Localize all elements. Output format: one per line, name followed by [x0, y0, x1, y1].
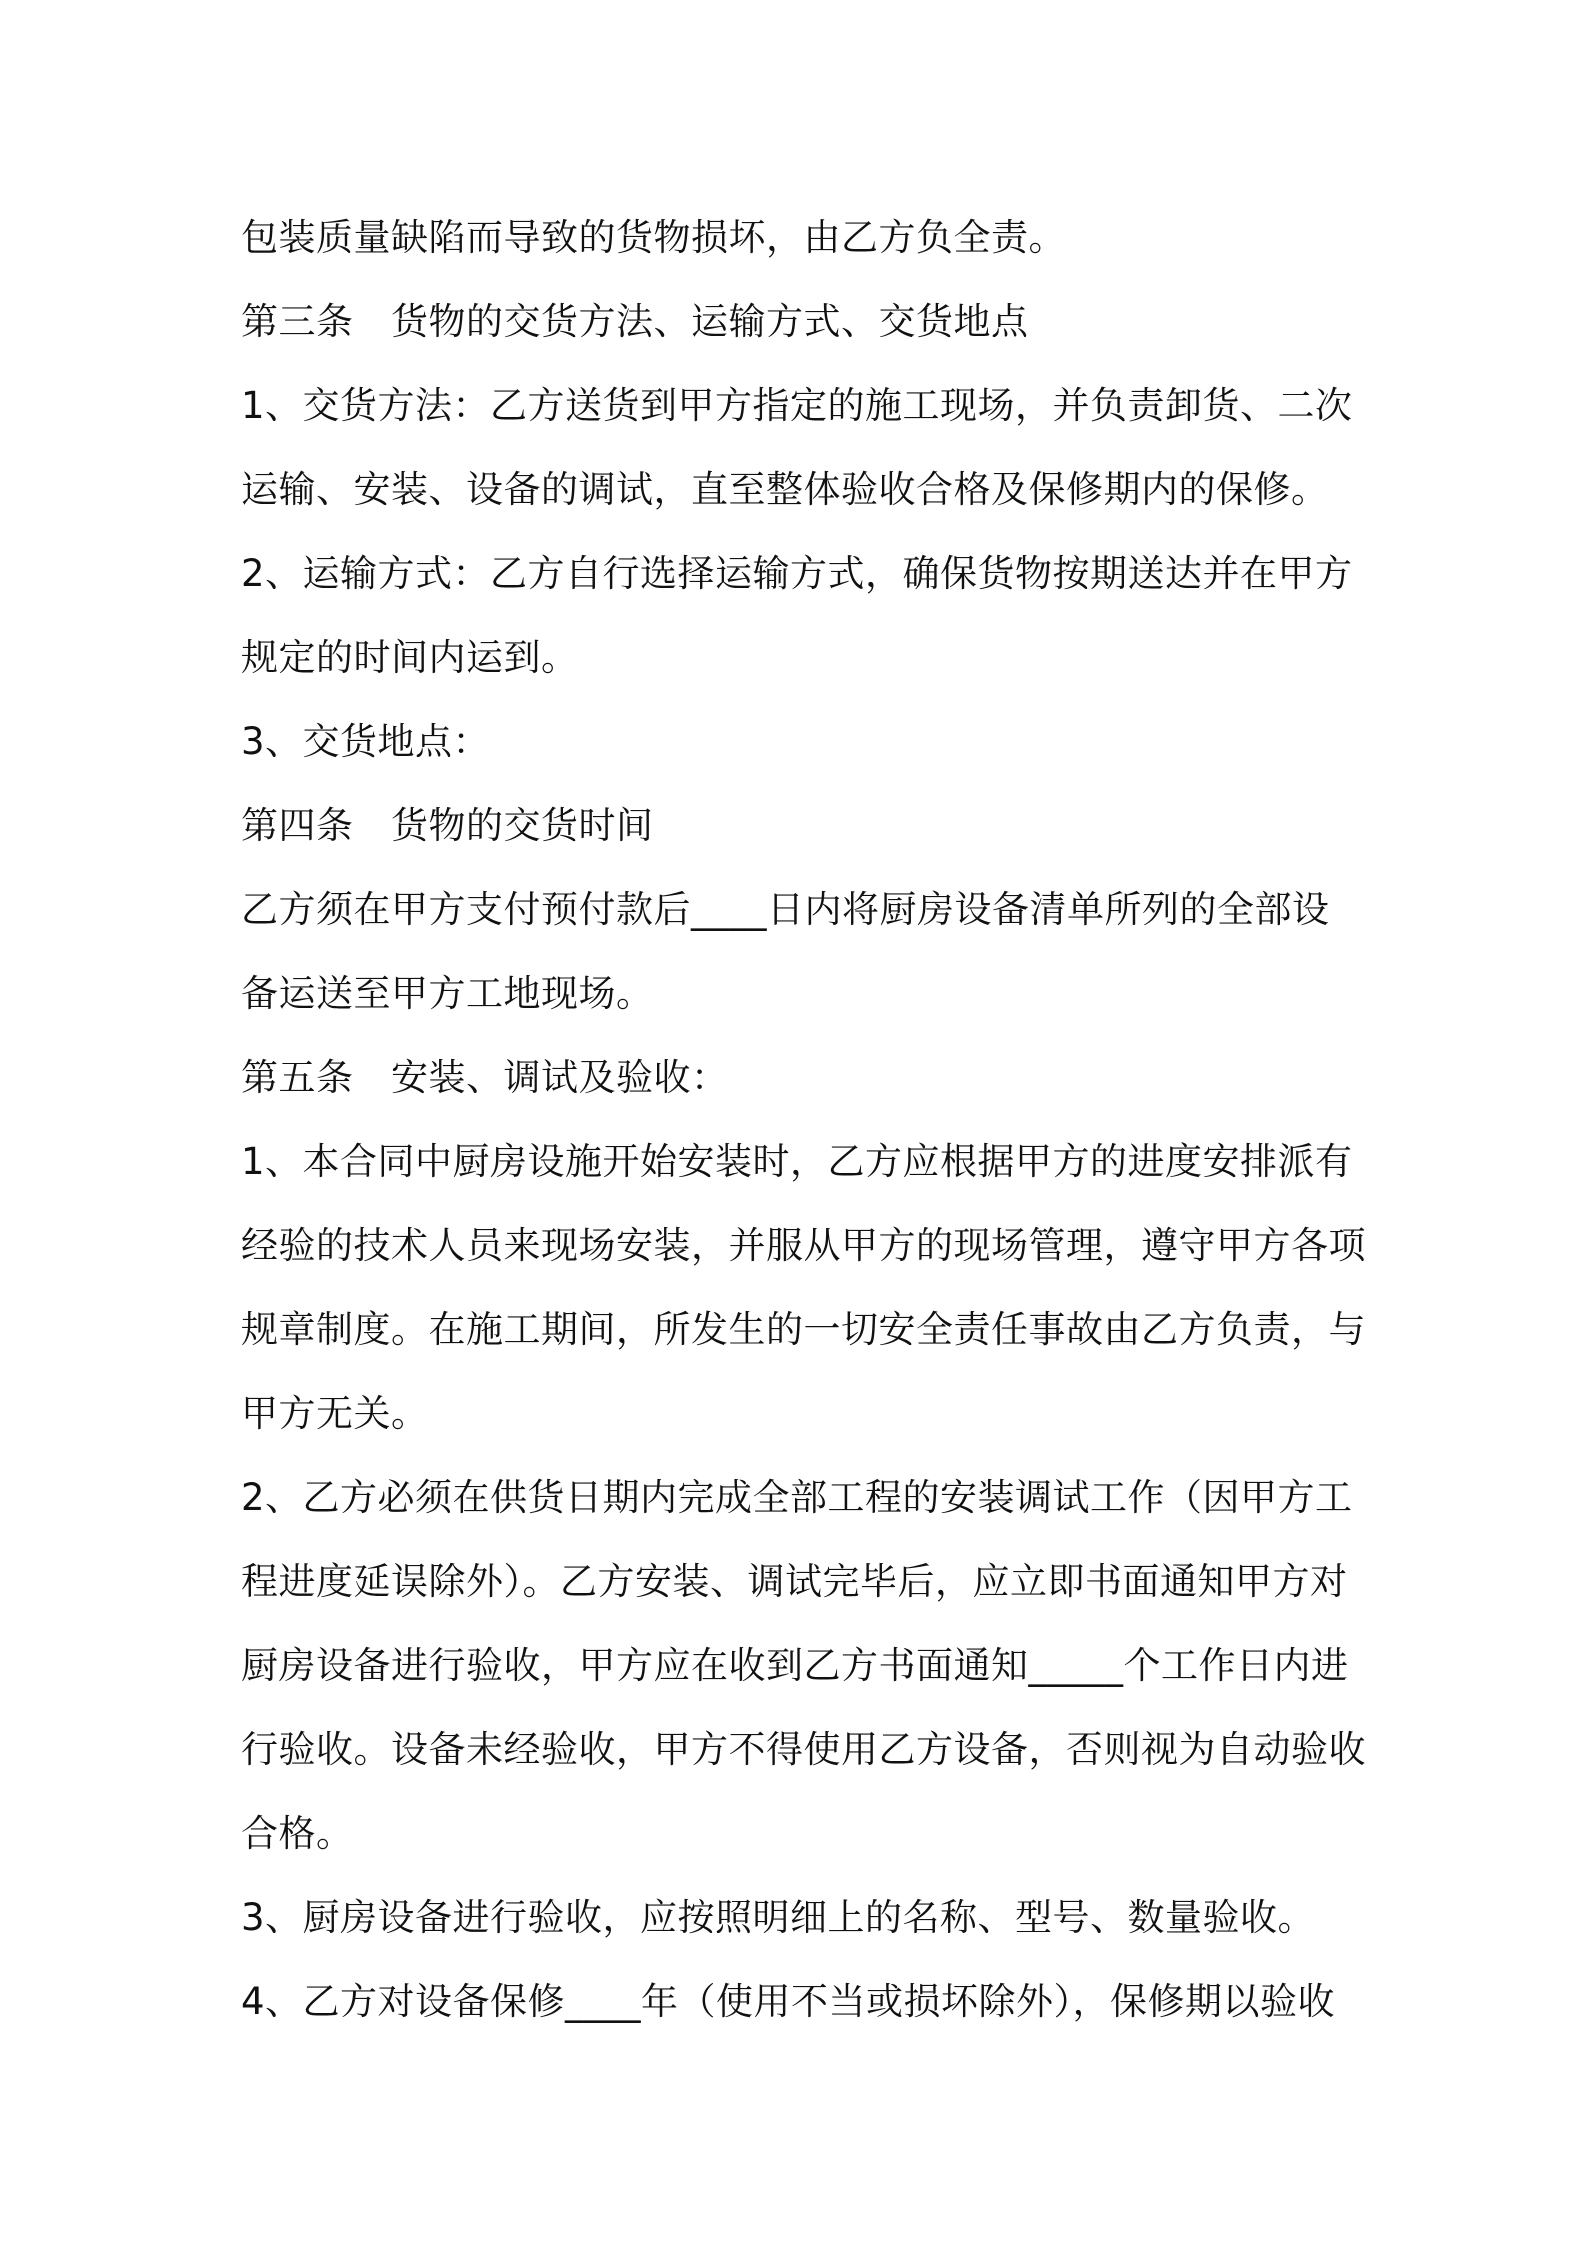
- text-line: 经验的技术人员来现场安装，并服从甲方的现场管理，遵守甲方各项: [241, 1224, 1366, 1267]
- text-line: 2、运输方式：乙方自行选择运输方式，确保货物按期送达并在甲方: [241, 552, 1353, 595]
- contract-body: [241, 196, 1366, 2044]
- text-line: 运输、安装、设备的调试，直至整体验收合格及保修期内的保修。: [241, 468, 1329, 511]
- text-line: 4、乙方对设备保修____年（使用不当或损坏除外），保修期以验收: [241, 1980, 1336, 2023]
- section-heading: 第四条 货物的交货时间: [241, 804, 654, 847]
- text-line: 1、交货方法：乙方送货到甲方指定的施工现场，并负责卸货、二次: [241, 384, 1353, 427]
- text-line: 规章制度。在施工期间，所发生的一切安全责任事故由乙方负责，与: [241, 1308, 1366, 1351]
- text-line: 1、本合同中厨房设施开始安装时，乙方应根据甲方的进度安排派有: [241, 1140, 1353, 1183]
- text-line: 乙方须在甲方支付预付款后____日内将厨房设备清单所列的全部设: [241, 888, 1330, 931]
- text-line: 厨房设备进行验收，甲方应在收到乙方书面通知_____个工作日内进: [241, 1644, 1349, 1687]
- text-line: 2、乙方必须在供货日期内完成全部工程的安装调试工作（因甲方工: [241, 1476, 1353, 1519]
- text-line: 3、交货地点：: [241, 720, 491, 763]
- section-heading: 第五条 安装、调试及验收：: [241, 1056, 729, 1099]
- text-line: 3、厨房设备进行验收，应按照明细上的名称、型号、数量验收。: [241, 1896, 1316, 1939]
- text-line: 规定的时间内运到。: [241, 636, 579, 679]
- text-line: 合格。: [241, 1812, 354, 1855]
- text-line: 包装质量缺陷而导致的货物损坏，由乙方负全责。: [241, 216, 1066, 259]
- text-line: 程进度延误除外）。乙方安装、调试完毕后，应立即书面通知甲方对: [241, 1560, 1348, 1603]
- text-line: 甲方无关。: [241, 1392, 429, 1435]
- text-line: 备运送至甲方工地现场。: [241, 972, 654, 1015]
- text-line: 行验收。设备未经验收，甲方不得使用乙方设备，否则视为自动验收: [241, 1728, 1366, 1771]
- section-heading: 第三条 货物的交货方法、运输方式、交货地点: [241, 300, 1029, 343]
